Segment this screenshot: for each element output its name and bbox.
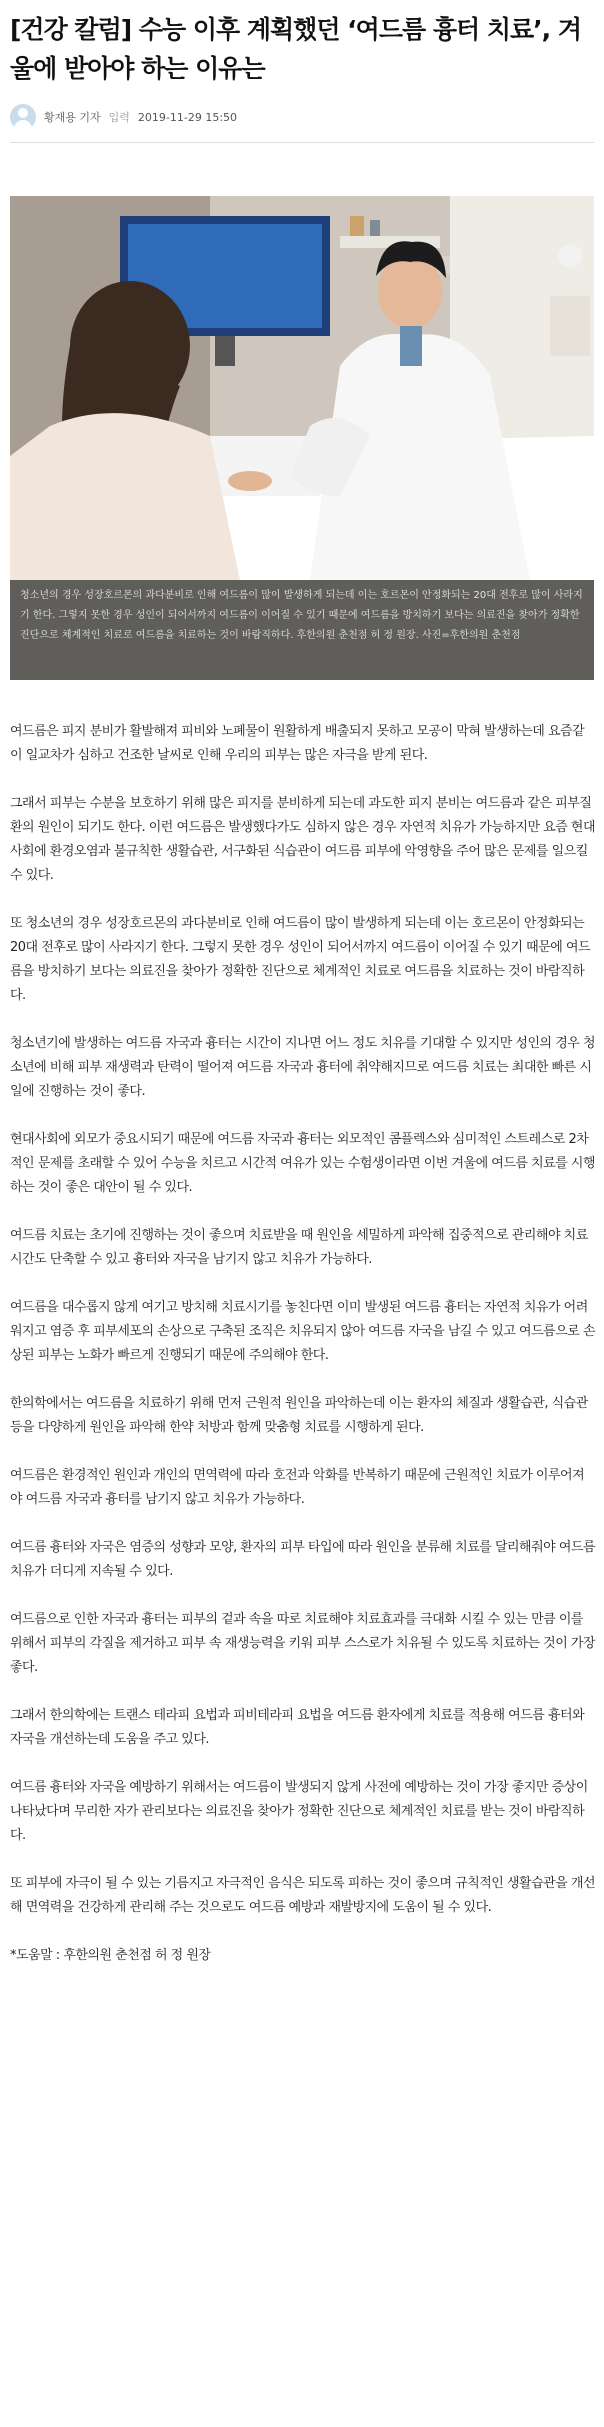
article-paragraph: 한의학에서는 여드름을 치료하기 위해 먼저 근원적 원인을 파악하는데 이는 환자의 체질과 생활습관, 식습관 등을 다양하게 원인을 파악해 한약 처방과 함께 맞춤형 치료를 시행하게 된다.	[10, 1396, 588, 1435]
byline	[10, 102, 594, 132]
article-paragraph: 여드름 치료는 초기에 진행하는 것이 좋으며 치료받을 때 원인을 세밀하게 파악해 집중적으로 관리해야 치료시간도 단축할 수 있고 흉터와 자국을 남기지 않고 치유가 가능하다.	[10, 1228, 588, 1267]
article-figure	[10, 196, 594, 680]
clinic-consultation-image	[10, 196, 594, 580]
reporter-avatar-icon	[10, 104, 36, 130]
article-paragraph: 여드름은 피지 분비가 활발해져 피비와 노폐물이 원활하게 배출되지 못하고 모공이 막혀 발생하는데 요즘같이 일교차가 심하고 건조한 날씨로 인해 우리의 피부는 많은 자극을 받게 된다.	[10, 724, 585, 763]
article-paragraph: 그래서 피부는 수분을 보호하기 위해 많은 피지를 분비하게 되는데 과도한 피지 분비는 여드름과 같은 피부질환의 원인이 되기도 한다. 이런 여드름은 발생했다가도 심하지 않은 경우 자연적 치유가 가능하지만 요즘 현대사회에 환경오염과 불규칙한 생활습관, 서구화된 식습관이 여드름 피부에 악영향을 주어 많은 문제를 일으킬 수 있다.	[10, 796, 596, 883]
article-paragraph: 여드름으로 인한 자국과 흉터는 피부의 겉과 속을 따로 치료해야 치료효과를 극대화 시킬 수 있는 만큼 이를 위해서 피부의 각질을 제거하고 피부 속 재생능력을 키워 피부 스스로가 치유될 수 있도록 치료하는 것이 가장 좋다.	[10, 1612, 596, 1675]
article-paragraph: 그래서 한의학에는 트랜스 테라피 요법과 피비테라피 요법을 여드름 환자에게 치료를 적용해 여드름 흉터와 자국을 개선하는데 도움을 주고 있다.	[10, 1708, 585, 1747]
publish-date: 2019-11-29 15:50	[137, 110, 238, 124]
article-photo[interactable]	[10, 196, 594, 580]
article-paragraph: 여드름 흉터와 자국은 염증의 성향과 모양, 환자의 피부 타입에 따라 원인을 분류해 치료를 달리해줘야 여드름 치유가 더디게 지속될 수 있다.	[10, 1540, 596, 1579]
article-body	[10, 720, 596, 1992]
author-name[interactable]: 황재용 기자	[44, 111, 101, 124]
article-title: [건강 칼럼] 수능 이후 계획했던 ‘여드름 흉터 치료’, 겨울에 받아야 하는 이유는	[10, 15, 581, 83]
article-paragraph: 여드름은 환경적인 원인과 개인의 면역력에 따라 호전과 악화를 반복하기 때문에 근원적인 치료가 이루어져야 여드름 자국과 흉터를 남기지 않고 치유가 가능하다.	[10, 1468, 585, 1507]
article-paragraph: 또 청소년의 경우 성장호르몬의 과다분비로 인해 여드름이 많이 발생하게 되는데 이는 호르몬이 안정화되는 20대 전후로 많이 사라지기 한다. 그렇지 못한 경우 성인이 되어서까지 여드름이 이어질 수 있기 때문에 여드름을 방치하기 보다는 의료진을 찾아가 정확한 진단으로 체계적인 치료로 여드름을 치료하는 것이 바람직하다.	[10, 916, 591, 1003]
article-paragraph: 현대사회에 외모가 중요시되기 때문에 여드름 자국과 흉터는 외모적인 콤플렉스와 심미적인 스트레스로 2차 적인 문제를 초래할 수 있어 수능을 치르고 시간적 여유가 있는 수험생이라면 이번 겨울에 여드름 치료를 시행하는 것이 좋은 대안이 될 수 있다.	[10, 1132, 596, 1195]
header-divider	[10, 142, 594, 143]
article-footnote: *도움말 : 후한의원 춘천점 허 정 원장	[10, 1948, 211, 1963]
article-paragraph: 또 피부에 자극이 될 수 있는 기름지고 자극적인 음식은 되도록 피하는 것이 좋으며 규칙적인 생활습관을 개선해 면역력을 건강하게 관리해 주는 것으로도 여드름 예방과 재발방지에 도움이 될 수 있다.	[10, 1876, 596, 1915]
date-label: 입력	[108, 111, 130, 124]
article-paragraph: 여드름 흉터와 자국을 예방하기 위해서는 여드름이 발생되지 않게 사전에 예방하는 것이 가장 좋지만 증상이 나타났다며 무리한 자가 관리보다는 의료진을 찾아가 정확한 진단으로 체계적인 치료를 받는 것이 바람직하다.	[10, 1780, 588, 1843]
image-caption: 청소년의 경우 성장호르몬의 과다분비로 인해 여드름이 많이 발생하게 되는데 이는 호르몬이 안정화되는 20대 전후로 많이 사라지기 한다. 그렇지 못한 경우 성인이 되어서까지 여드름이 이어질 수 있기 때문에 여드름을 방치하기 보다는 의료진을 찾아가 정확한 진단으로 체계적인 치료로 여드름을 치료하는 것이 바람직하다. 후한의원 춘천점 허 정 원장. 사진=후한의원 춘천점	[10, 580, 594, 680]
article-header	[0, 0, 604, 143]
article-paragraph: 여드름을 대수롭지 않게 여기고 방치해 치료시기를 놓친다면 이미 발생된 여드름 흉터는 자연적 치유가 어려워지고 염증 후 피부세포의 손상으로 구축된 조직은 치유되지 않아 여드름 자국을 남길 수 있고 여드름으로 손상된 피부는 노화가 빠르게 진행되기 때문에 주의해야 한다.	[10, 1300, 596, 1363]
article-paragraph: 청소년기에 발생하는 여드름 자국과 흉터는 시간이 지나면 어느 정도 치유를 기대할 수 있지만 성인의 경우 청소년에 비해 피부 재생력과 탄력이 떨어져 여드름 자국과 흉터에 취약해지므로 여드름 치료는 최대한 빠른 시일에 진행하는 것이 좋다.	[10, 1036, 596, 1099]
